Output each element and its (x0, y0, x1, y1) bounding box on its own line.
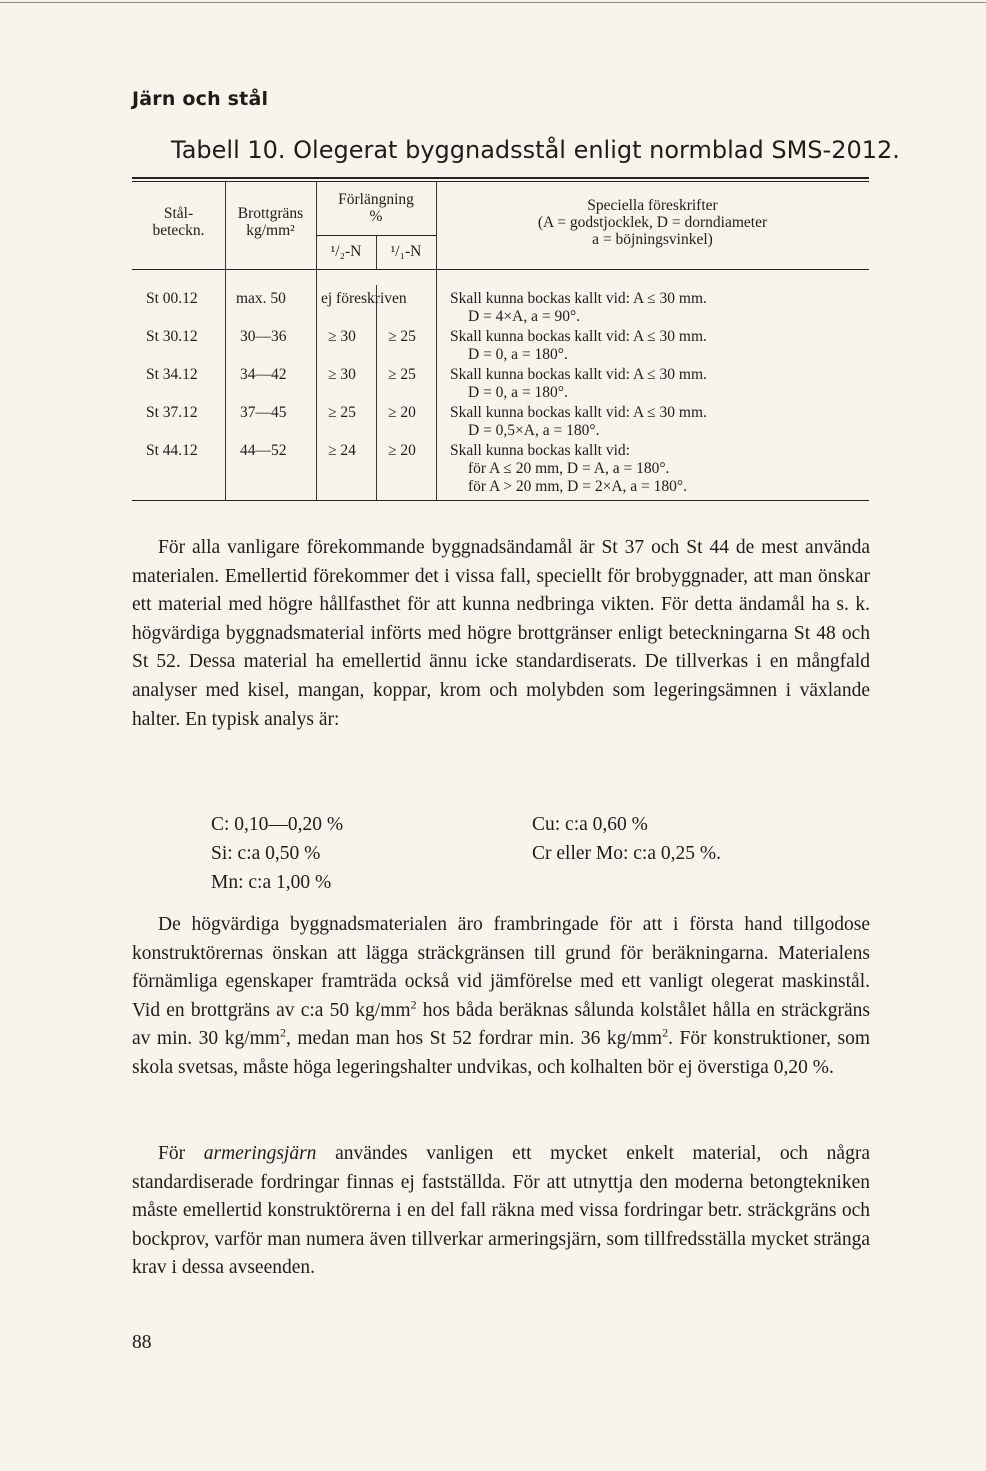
row3-spec-line1: Skall kunna bockas kallt vid: A ≤ 30 mm. (450, 366, 707, 383)
row1-elongation-span: ej föreskriven (321, 290, 407, 307)
paragraph-2-part2: hos båda beräknas sålunda kolstålet hålla en sträckgräns av min. 30 kg/mm (132, 999, 870, 1050)
header-breaking-line1: Brottgräns (237, 205, 304, 222)
row2-elong-full: ≥ 25 (388, 328, 416, 345)
row3-breaking: 34—42 (240, 366, 287, 383)
paragraph-3-part1: För (158, 1143, 204, 1164)
row3-spec-line2: D = 0, a = 180°. (468, 384, 568, 401)
row4-breaking: 37—45 (240, 404, 287, 421)
row2-spec-line2: D = 0, a = 180°. (468, 346, 568, 363)
paragraph-2-sup2: 2 (279, 1025, 286, 1040)
header-elong-half: ¹/₂-N (330, 243, 362, 260)
analysis-c: C: 0,10—0,20 % (211, 814, 344, 835)
row5-elong-full: ≥ 20 (388, 442, 416, 459)
header-breaking (225, 205, 316, 239)
row5-designation: St 44.12 (146, 442, 198, 459)
row5-spec-line2: för A ≤ 20 mm, D = A, a = 180°. (468, 460, 670, 477)
row3-elong-half: ≥ 30 (328, 366, 356, 383)
paragraph-2-sup1: 2 (410, 997, 417, 1012)
row5-spec-line3: för A > 20 mm, D = 2×A, a = 180°. (468, 478, 687, 495)
analysis-si: Si: c:a 0,50 % (211, 843, 321, 864)
header-breaking-line2: kg/mm² (246, 222, 295, 239)
row5-elong-half: ≥ 24 (328, 442, 356, 459)
row2-designation: St 30.12 (146, 328, 198, 345)
row4-elong-half: ≥ 25 (328, 404, 356, 421)
header-elong-full: ¹/₁-N (390, 243, 422, 260)
page-number: 88 (132, 1332, 152, 1353)
header-special-line3: a = böjningsvinkel) (592, 231, 713, 248)
paragraph-3-emphasis: armeringsjärn (203, 1143, 317, 1164)
page-top-rule (0, 2, 986, 3)
header-steel-line2: beteckn. (152, 222, 205, 239)
row3-elong-full: ≥ 25 (388, 366, 416, 383)
paragraph-2-part3: , medan man hos St 52 fordrar min. 36 kg/mm (285, 1028, 663, 1050)
header-steel (132, 205, 225, 239)
row1-breaking: max. 50 (236, 290, 286, 307)
row4-spec-line2: D = 0,5×A, a = 180°. (468, 422, 600, 439)
header-special-line1: Speciella föreskrifter (587, 197, 718, 214)
col-rule-3b (376, 285, 377, 500)
table-top-rule-2 (132, 181, 869, 182)
paragraph-2-part1: De högvärdiga byggnadsmaterialen äro frambringade för att i första hand tillgodose konstruktörernas önskan att lägga sträckgränsen till grund för beräkningarna. Materialens förnämliga egenskaper framträda också vid jämförelse med ett vanligt olegerat maskinstål. Vid en brottgräns av c:a 50 kg/mm (132, 914, 870, 1021)
row2-elong-half: ≥ 30 (328, 328, 356, 345)
row4-elong-full: ≥ 20 (388, 404, 416, 421)
row2-breaking: 30—36 (240, 328, 287, 345)
row5-breaking: 44—52 (240, 442, 287, 459)
header-elongation-line2: % (369, 208, 383, 225)
header-elongation-line1: Förlängning (338, 191, 414, 208)
table-bottom-rule (132, 500, 869, 501)
paragraph-2 (132, 911, 870, 1083)
row3-designation: St 34.12 (146, 366, 198, 383)
running-head: Järn och stål (132, 88, 269, 110)
paragraph-3 (132, 1140, 870, 1283)
header-special (436, 197, 869, 248)
header-steel-line1: Stål- (163, 205, 194, 222)
row4-designation: St 37.12 (146, 404, 198, 421)
row1-spec-line2: D = 4×A, a = 90°. (468, 308, 581, 325)
paragraph-3-part2: användes vanligen ett mycket enkelt material, och några standardiserade fordringar finnas ej fastställda. För att utnyttja den moderna betongtekniken måste emellertid konstruktörerna i en del fall räkna med vissa fordringar betr. sträckgräns och bockprov, varför man numera även tillverkar armeringsjärn, som tillfredsställa mycket stränga krav i dessa avseenden. (132, 1143, 870, 1279)
row2-spec-line1: Skall kunna bockas kallt vid: A ≤ 30 mm. (450, 328, 707, 345)
paragraph-2-sup3: 2 (662, 1025, 669, 1040)
row1-spec-line1: Skall kunna bockas kallt vid: A ≤ 30 mm. (450, 290, 707, 307)
row5-spec-line1: Skall kunna bockas kallt vid: (450, 442, 630, 459)
steel-table (132, 177, 869, 502)
analysis-cu: Cu: c:a 0,60 % (532, 814, 648, 835)
table-title: Tabell 10. Olegerat byggnadsstål enligt normblad SMS-2012. (171, 136, 900, 164)
header-special-line2: (A = godstjocklek, D = dorndiameter (537, 214, 768, 231)
header-elongation (316, 191, 436, 225)
col-rule-2 (316, 181, 317, 500)
analysis-mn: Mn: c:a 1,00 % (211, 872, 332, 893)
table-top-rule (132, 177, 869, 179)
header-bottom-rule (132, 269, 869, 270)
analysis-cr-mo: Cr eller Mo: c:a 0,25 %. (532, 843, 721, 864)
paragraph-1: För alla vanligare förekommande byggnadsändamål är St 37 och St 44 de mest använda materialen. Emellertid förekommer det i vissa fall, speciellt för brobyggnader, att man önskar ett material med högre hållfasthet för att kunna nedbringa vikten. För detta ändamål ha s. k. högvärdiga byggnadsmaterial införts med högre brottgränser enligt beteckningarna St 48 och St 52. Dessa material ha emellertid ännu icke standardiserats. De tillverkas i en mångfald analyser med kisel, mangan, koppar, krom och molybden som legeringsämnen i växlande halter. En typisk analys är: (132, 537, 870, 730)
paragraph-2-part4: . För konstruktioner, som skola svetsas, måste höga legeringshalter undvikas, och kolhalten bör ej överstiga 0,20 %. (132, 1028, 870, 1078)
row1-designation: St 00.12 (146, 290, 198, 307)
row4-spec-line1: Skall kunna bockas kallt vid: A ≤ 30 mm. (450, 404, 707, 421)
